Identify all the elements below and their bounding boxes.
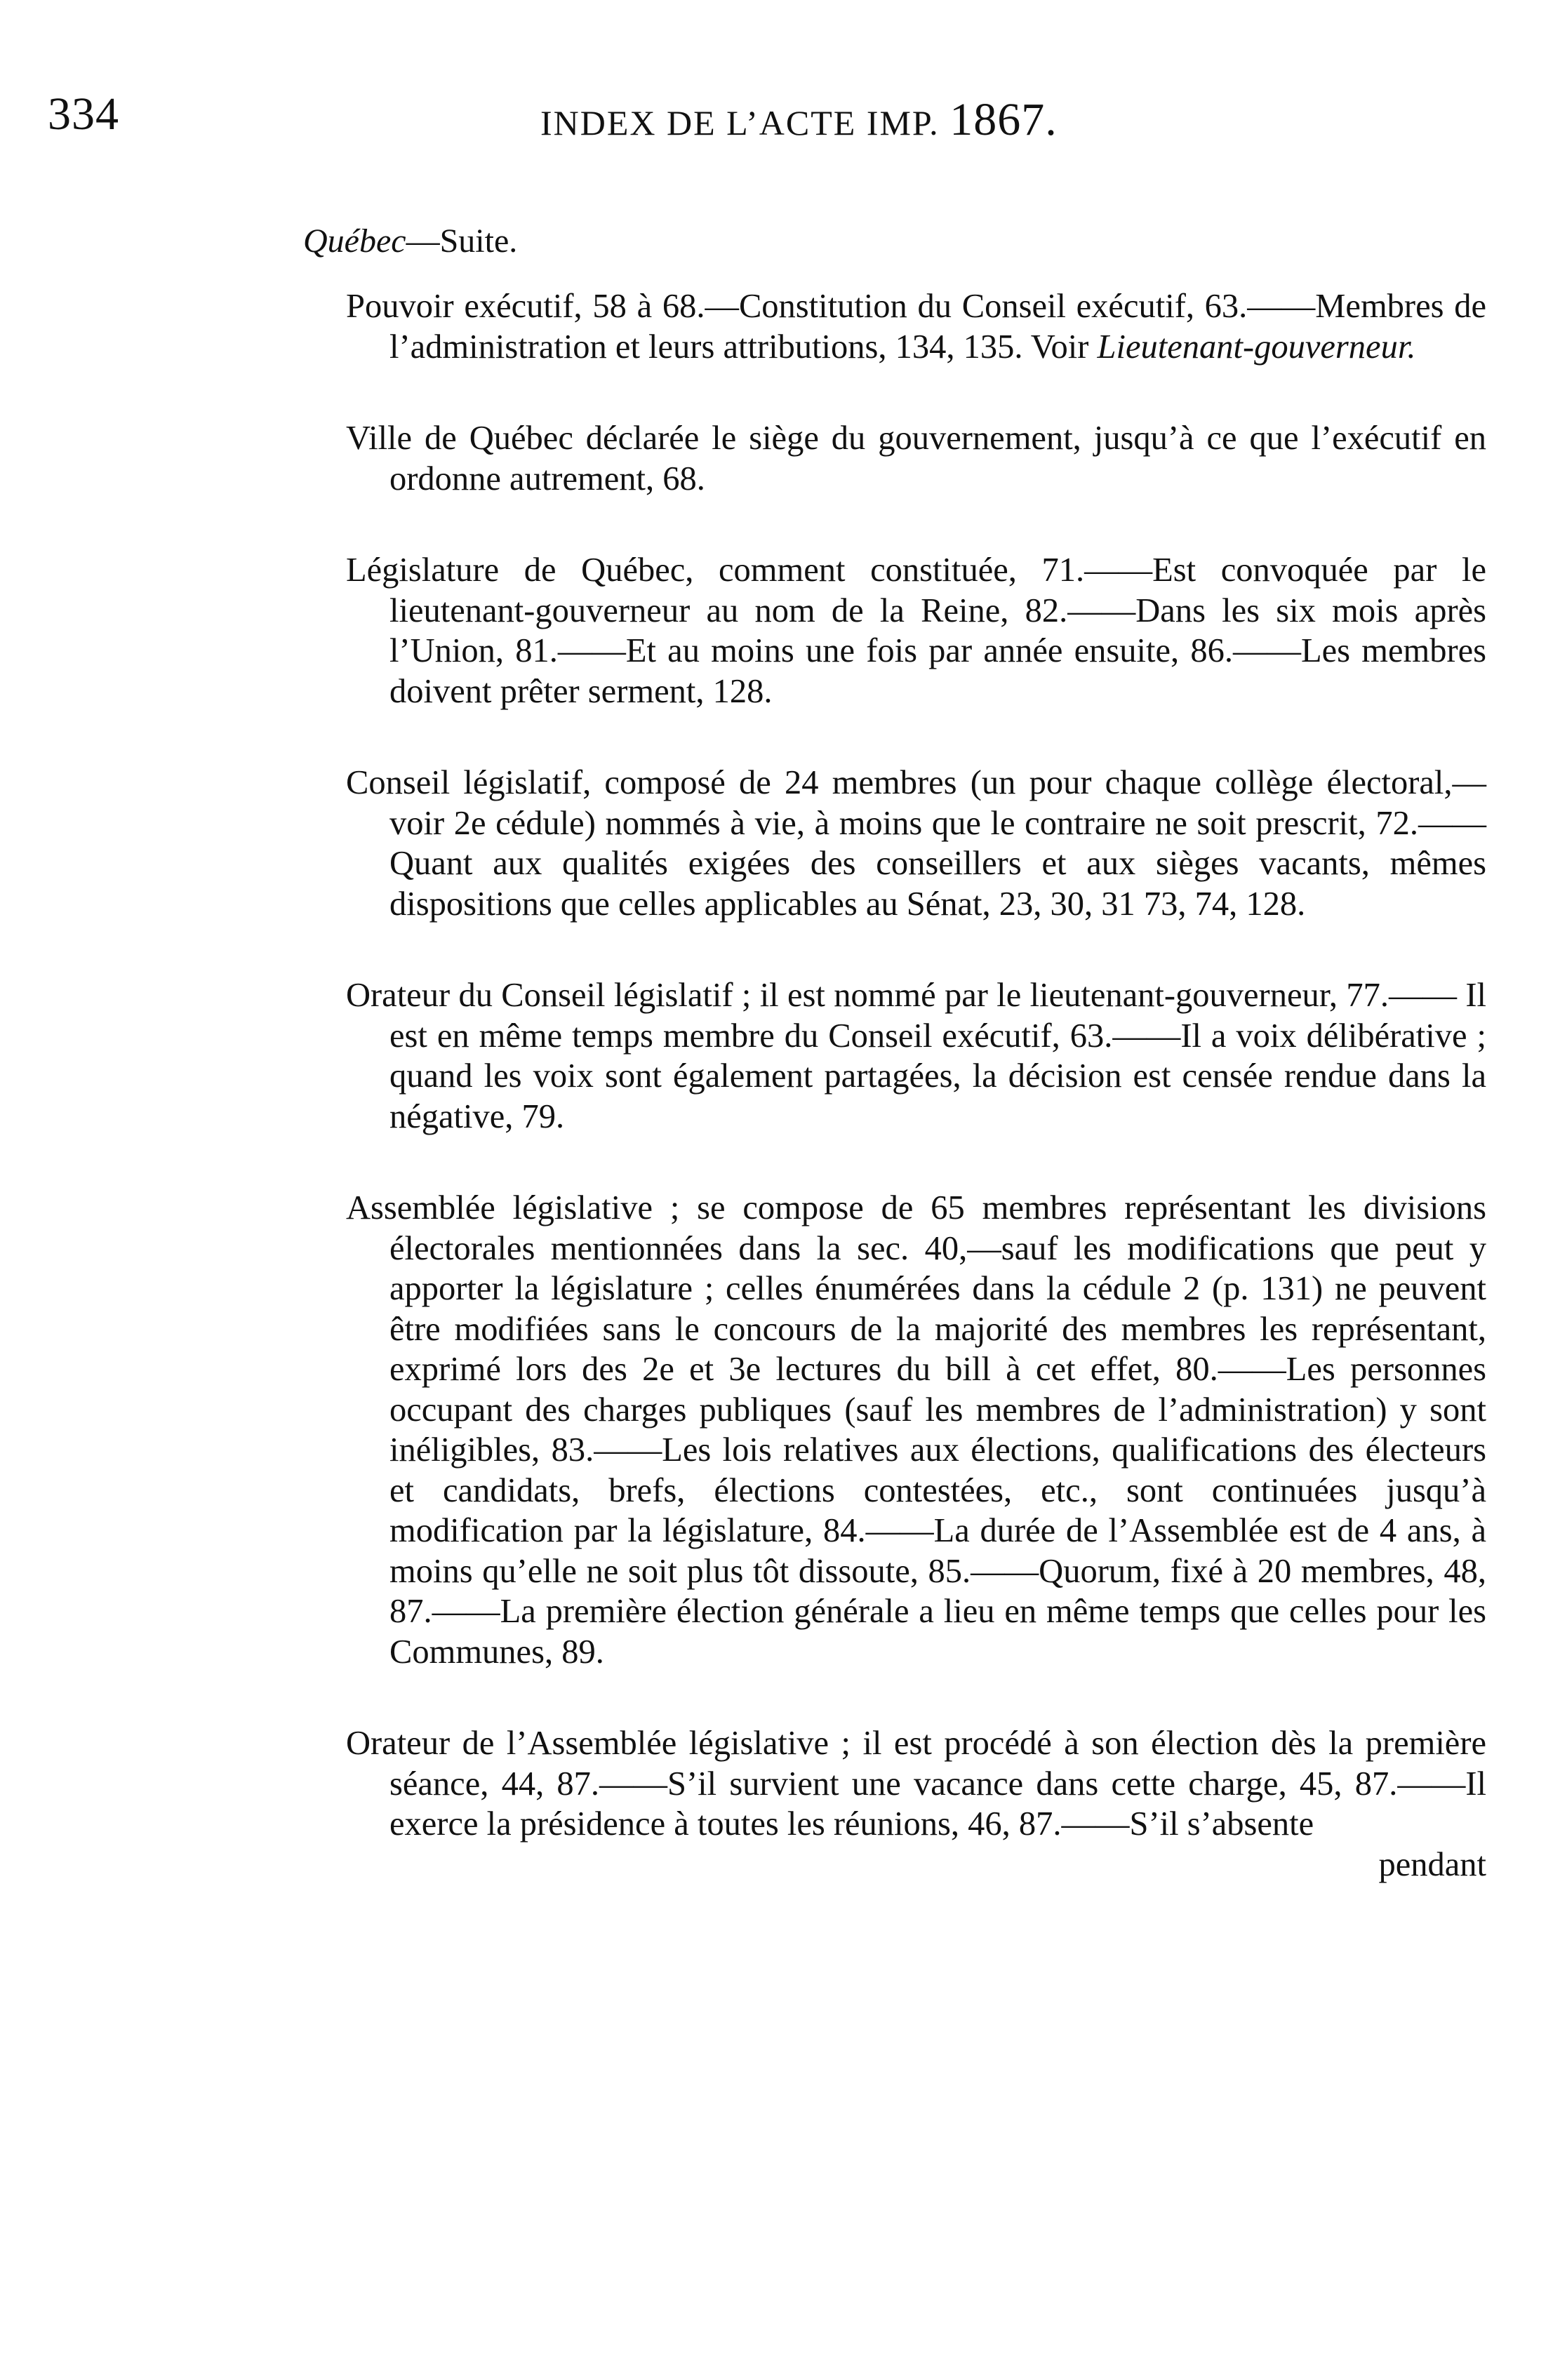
index-entry-legislature bbox=[346, 550, 1486, 711]
section-heading bbox=[303, 222, 518, 260]
index-entry-text: Ville de Québec déclarée le siège du gouvernement, jusqu’à ce que l’exécutif en ordonne autrement, 68. bbox=[346, 420, 1486, 497]
section-heading-place: Québec bbox=[303, 222, 406, 260]
page-number: 334 bbox=[48, 88, 119, 140]
index-entry-text: Orateur de l’Assemblée législative ; il est procédé à son élection dès la première séance, 44, 87.——S’il survient une vacance dans cette charge, 45, 87.——Il exerce la présidence à toutes les réunions, 46, 87.——S’il s’absente bbox=[346, 1725, 1486, 1843]
index-entry-text: Conseil législatif, composé de 24 membres (un pour chaque collège électoral,—voir 2e cédule) nommés à vie, à moins que le contraire ne soit prescrit, 72.——Quant aux qualités exigées des conseillers et aux sièges vacants, mêmes dispositions que celles applicables au Sénat, 23, 30, 31 73, 74, 128. bbox=[346, 764, 1486, 923]
running-title bbox=[540, 94, 1058, 145]
index-entry-conseil-legislatif bbox=[346, 763, 1486, 924]
catchword: pendant bbox=[1378, 1845, 1486, 1883]
running-title-text: INDEX DE L’ACTE IMP. bbox=[540, 103, 940, 142]
running-title-year: 1867. bbox=[949, 94, 1058, 145]
index-entry-ville-de-quebec bbox=[346, 418, 1486, 499]
index-entries bbox=[346, 286, 1486, 1885]
index-entry-orateur-conseil bbox=[346, 975, 1486, 1137]
index-entry-text: Assemblée législative ; se compose de 65 membres représentant les divisions électorales mentionnées dans la sec. 40,—sauf les modifications que peut y apporter la législature ; celles énumérées dans la cédule 2 (p. 131) ne peuvent être modifiées sans le concours de la majorité des membres les représentant, exprimé lors des 2e et 3e lectures du bill à cet effet, 80.——Les personnes occupant des charges publiques (sauf les membres de l’administration) y sont inéligibles, 83.——Les lois relatives aux élections, qualifications des électeurs et candidats, brefs, élections contestées, etc., sont continuées jusqu’à modification par la législature, 84.——La durée de l’Assemblée est de 4 ans, à moins qu’elle ne soit plus tôt dissoute, 85.——Quorum, fixé à 20 membres, 48, 87.——La première élection générale a lieu en même temps que celles pour les Communes, 89. bbox=[346, 1189, 1486, 1671]
cross-reference: Lieutenant-gouverneur. bbox=[1097, 328, 1416, 366]
index-entry-orateur-assemblee bbox=[346, 1723, 1486, 1885]
index-entry-pouvoir-executif bbox=[346, 286, 1486, 367]
index-entry-assemblee-legislative bbox=[346, 1188, 1486, 1672]
index-entry-text: Législature de Québec, comment constituée, 71.——Est convoquée par le lieutenant-gouverneur au nom de la Reine, 82.——Dans les six mois après l’Union, 81.——Et au moins une fois par année ensuite, 86.——Les membres doivent prêter serment, 128. bbox=[346, 551, 1486, 710]
index-entry-text: Pouvoir exécutif, 58 à 68.—Constitution du Conseil exécutif, 63.——Membres de l’administration et leurs attributions, 134, 135. Voir bbox=[346, 288, 1486, 366]
index-entry-text: Orateur du Conseil législatif ; il est nommé par le lieutenant-gouverneur, 77.—— Il est en même temps membre du Conseil exécutif, 63.——Il a voix délibérative ; quand les voix sont également partagées, la décision est censée rendue dans la négative, 79. bbox=[346, 977, 1486, 1135]
section-heading-suffix: —Suite. bbox=[406, 222, 518, 260]
